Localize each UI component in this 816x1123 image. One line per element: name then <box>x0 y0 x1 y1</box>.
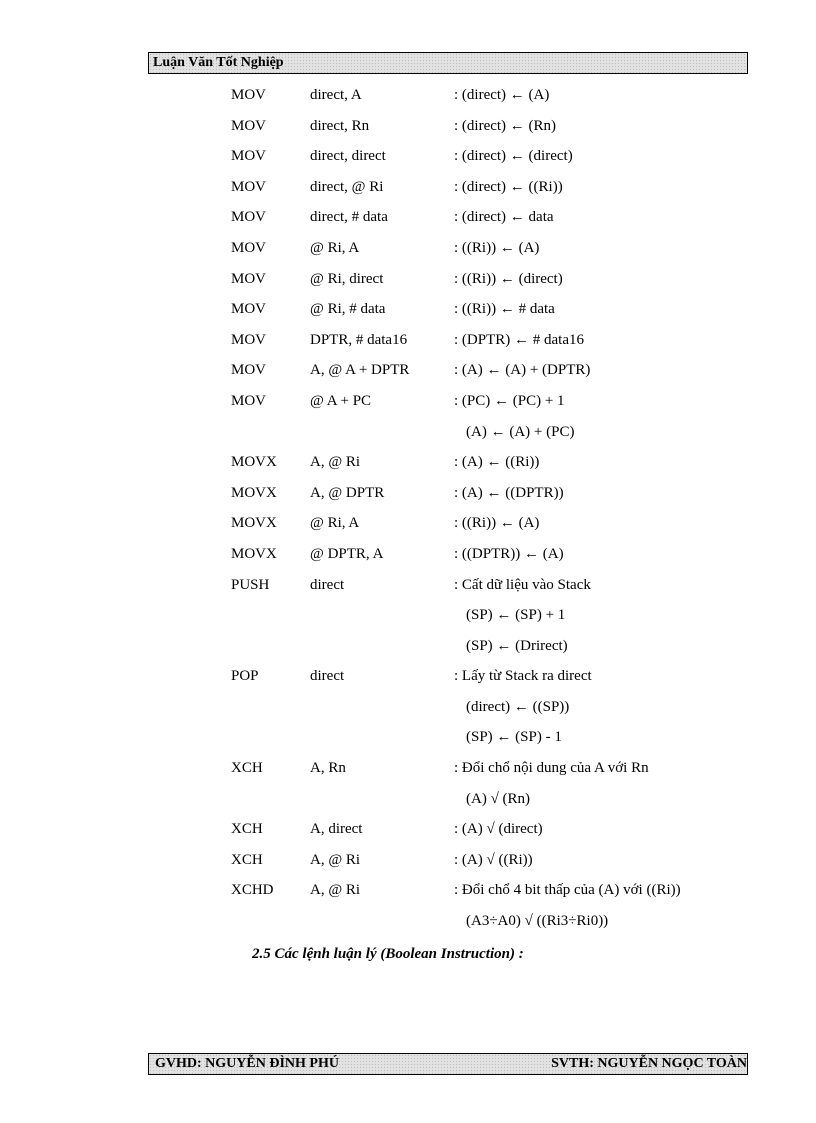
operand: direct, direct <box>310 148 386 165</box>
operand: direct, @ Ri <box>310 178 384 195</box>
description: : (A) ← ((DPTR)) <box>454 484 564 501</box>
operand: A, @ Ri <box>310 851 361 868</box>
operand: @ A + PC <box>310 392 372 409</box>
instruction-row <box>0 111 816 142</box>
description: : (direct) ← (Rn) <box>454 117 557 134</box>
mnemonic: MOV <box>231 178 267 195</box>
operand: direct, # data <box>310 209 388 226</box>
operand: @ Ri, A <box>310 515 360 532</box>
instruction-row <box>0 508 816 539</box>
description: : Đổi chổ 4 bit thấp của (A) với ((Ri)) <box>454 882 681 899</box>
instruction-row <box>0 478 816 509</box>
mnemonic: MOV <box>231 117 267 134</box>
description: : Cất dữ liệu vào Stack <box>454 576 591 593</box>
operand: DPTR, # data16 <box>310 331 408 348</box>
description: (A) √ (Rn) <box>466 790 531 807</box>
mnemonic: MOVX <box>231 545 277 562</box>
instruction-row <box>0 386 816 417</box>
operand: @ Ri, A <box>310 239 360 256</box>
footer-advisor: GVHD: NGUYỄN ĐÌNH PHÚ <box>155 1056 339 1071</box>
description: : (PC) ← (PC) + 1 <box>454 392 565 409</box>
instruction-row <box>0 447 816 478</box>
instruction-row <box>0 264 816 295</box>
instruction-continuation-row <box>0 600 816 631</box>
instruction-table <box>0 80 816 937</box>
instruction-row <box>0 294 816 325</box>
description: (SP) ← (Drirect) <box>466 637 568 654</box>
mnemonic: MOV <box>231 148 267 165</box>
description: : (direct) ← (direct) <box>454 148 573 165</box>
operand: A, @ A + DPTR <box>310 362 410 379</box>
mnemonic: MOVX <box>231 484 277 501</box>
mnemonic: MOV <box>231 239 267 256</box>
mnemonic: XCHD <box>231 882 274 899</box>
instruction-continuation-row <box>0 631 816 662</box>
instruction-row <box>0 202 816 233</box>
operand: @ Ri, # data <box>310 301 386 318</box>
instruction-row <box>0 875 816 906</box>
mnemonic: MOV <box>231 331 267 348</box>
description: : ((Ri)) ← (A) <box>454 239 540 256</box>
mnemonic: XCH <box>231 851 263 868</box>
instruction-row <box>0 141 816 172</box>
instruction-continuation-row <box>0 417 816 448</box>
mnemonic: POP <box>231 668 259 685</box>
mnemonic: XCH <box>231 760 263 777</box>
description: : (A) ← (A) + (DPTR) <box>454 362 591 379</box>
instruction-row <box>0 233 816 264</box>
operand: A, @ Ri <box>310 454 361 471</box>
section-title: 2.5 Các lệnh luận lý (Boolean Instruction) : <box>252 946 524 962</box>
mnemonic: MOV <box>231 301 267 318</box>
mnemonic: MOV <box>231 209 267 226</box>
instruction-continuation-row <box>0 784 816 815</box>
operand: A, direct <box>310 821 363 838</box>
operand: direct <box>310 576 345 593</box>
operand: direct, Rn <box>310 117 370 134</box>
instruction-row <box>0 753 816 784</box>
mnemonic: MOV <box>231 270 267 287</box>
description: (A) ← (A) + (PC) <box>466 423 575 440</box>
instruction-row <box>0 661 816 692</box>
footer-student: SVTH: NGUYỄN NGỌC TOÀN <box>551 1056 747 1071</box>
page-header <box>148 52 748 74</box>
page-footer <box>148 1053 748 1075</box>
mnemonic: MOV <box>231 87 267 103</box>
mnemonic: XCH <box>231 821 263 838</box>
description: : Lấy từ Stack ra direct <box>454 668 592 685</box>
operand: A, Rn <box>310 760 346 777</box>
description: : (direct) ← data <box>454 209 554 226</box>
instruction-row <box>0 539 816 570</box>
operand: direct <box>310 668 345 685</box>
description: : ((Ri)) ← (direct) <box>454 270 563 287</box>
operand: A, @ DPTR <box>310 484 385 501</box>
instruction-continuation-row <box>0 906 816 937</box>
description: : (DPTR) ← # data16 <box>454 331 584 348</box>
description: : ((Ri)) ← # data <box>454 301 555 318</box>
instruction-row <box>0 814 816 845</box>
description: : (direct) ← (A) <box>454 87 550 103</box>
mnemonic: MOV <box>231 392 267 409</box>
operand: @ DPTR, A <box>310 545 384 562</box>
mnemonic: PUSH <box>231 576 270 593</box>
description: : ((DPTR)) ← (A) <box>454 545 564 562</box>
operand: direct, A <box>310 87 362 103</box>
description: (SP) ← (SP) - 1 <box>466 729 562 746</box>
mnemonic: MOV <box>231 362 267 379</box>
description: : ((Ri)) ← (A) <box>454 515 540 532</box>
header-title: Luận Văn Tốt Nghiệp <box>153 55 284 70</box>
instruction-continuation-row <box>0 692 816 723</box>
operand: A, @ Ri <box>310 882 361 899</box>
instruction-row <box>0 845 816 876</box>
description: : Đổi chổ nội dung của A với Rn <box>454 760 649 777</box>
mnemonic: MOVX <box>231 515 277 532</box>
description: : (A) ← ((Ri)) <box>454 454 540 471</box>
instruction-row <box>0 355 816 386</box>
description: (SP) ← (SP) + 1 <box>466 607 566 624</box>
instruction-continuation-row <box>0 722 816 753</box>
instruction-row <box>0 570 816 601</box>
instruction-row <box>0 325 816 356</box>
description: : (A) √ ((Ri)) <box>454 851 533 868</box>
instruction-row <box>0 172 816 203</box>
description: (direct) ← ((SP)) <box>466 698 570 715</box>
operand: @ Ri, direct <box>310 270 384 287</box>
description: (A3÷A0) √ ((Ri3÷Ri0)) <box>466 913 609 930</box>
description: : (A) √ (direct) <box>454 821 543 838</box>
instruction-row <box>0 80 816 111</box>
mnemonic: MOVX <box>231 454 277 471</box>
description: : (direct) ← ((Ri)) <box>454 178 563 195</box>
